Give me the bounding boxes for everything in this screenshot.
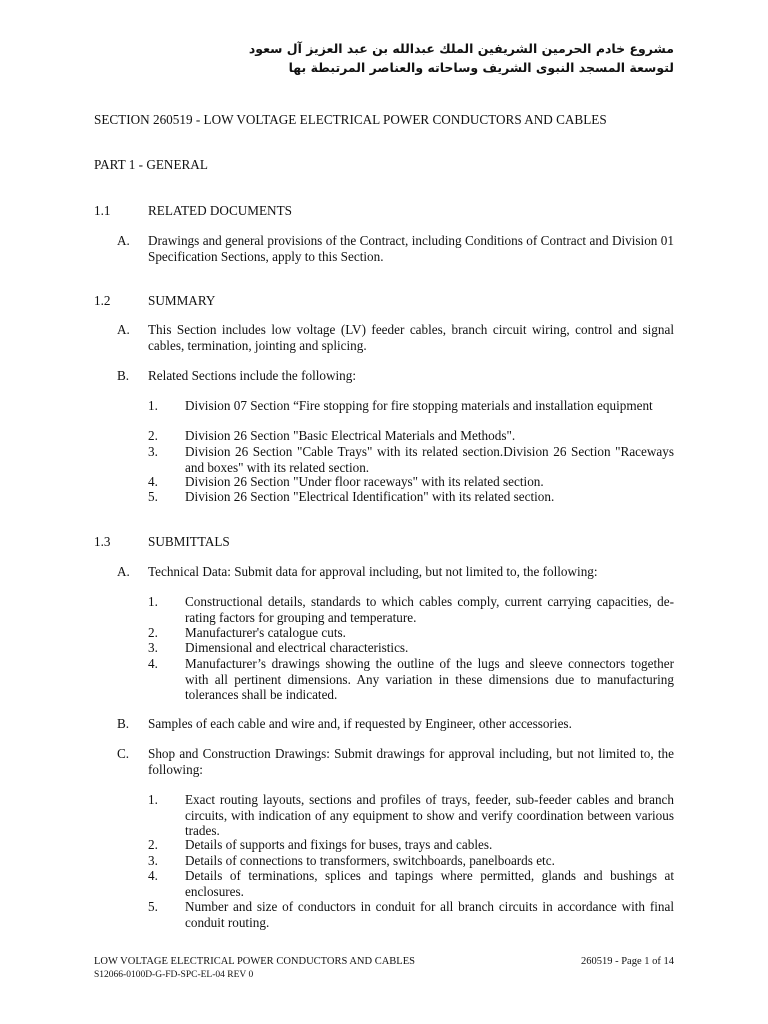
paragraph-text: This Section includes low voltage (LV) feeder cables, branch circuit wiring, control and signal cables, termination, jointing and splicing. — [148, 322, 674, 353]
list-number: 3. — [148, 444, 158, 459]
list-number: 3. — [148, 853, 158, 868]
list-number: 2. — [148, 625, 158, 640]
list-item-text: Manufacturer's catalogue cuts. — [185, 625, 346, 640]
paragraph-text: Technical Data: Submit data for approval including, but not limited to, the following: — [148, 564, 598, 579]
list-item-text: Manufacturer’s drawings showing the outline of the lugs and sleeve connectors together with all pertinent dimensions. Any variation in these dimensions due to manufacturing tolerances shall be indicated. — [185, 656, 674, 702]
list-number: 5. — [148, 899, 158, 914]
article-title: SUMMARY — [148, 293, 216, 308]
list-number: 1. — [148, 594, 158, 609]
list-item-text: Division 26 Section "Under floor raceways" with its related section. — [185, 474, 544, 489]
article-number: 1.3 — [94, 534, 111, 549]
footer-title: LOW VOLTAGE ELECTRICAL POWER CONDUCTORS AND CABLES — [94, 956, 415, 967]
article-title: RELATED DOCUMENTS — [148, 203, 292, 218]
part-title: PART 1 - GENERAL — [94, 157, 208, 172]
article-number: 1.1 — [94, 203, 111, 218]
paragraph-label: B. — [117, 368, 130, 383]
list-item-text: Division 26 Section "Electrical Identification" with its related section. — [185, 489, 555, 504]
paragraph-text: Shop and Construction Drawings: Submit drawings for approval including, but not limited to, the following: — [148, 746, 674, 777]
footer-document-code: S12066-0100D-G-FD-SPC-EL-04 REV 0 — [94, 970, 254, 980]
paragraph-label: C. — [117, 746, 130, 761]
article-title: SUBMITTALS — [148, 534, 230, 549]
arabic-header-line-2: لتوسعة المسجد النبوى الشريف وساحاته والعناصر المرتبطة بها — [288, 60, 674, 75]
list-number: 1. — [148, 792, 158, 807]
paragraph-label: A. — [117, 322, 130, 337]
list-item-text: Dimensional and electrical characteristics. — [185, 640, 409, 655]
paragraph-text: Samples of each cable and wire and, if requested by Engineer, other accessories. — [148, 716, 572, 731]
list-item-text: Exact routing layouts, sections and profiles of trays, feeder, sub-feeder cables and branch circuits, with indication of any equipment to show and verify coordination between various trades. — [185, 792, 674, 838]
article-number: 1.2 — [94, 293, 111, 308]
paragraph-label: A. — [117, 233, 130, 248]
paragraph-label: A. — [117, 564, 130, 579]
list-number: 5. — [148, 489, 158, 504]
list-item-text: Division 26 Section "Basic Electrical Materials and Methods". — [185, 428, 516, 443]
list-item-text: Number and size of conductors in conduit for all branch circuits in accordance with final conduit routing. — [185, 899, 674, 930]
list-number: 3. — [148, 640, 158, 655]
list-number: 4. — [148, 474, 158, 489]
list-item-text: Details of supports and fixings for buses, trays and cables. — [185, 837, 493, 852]
list-number: 4. — [148, 868, 158, 883]
list-number: 2. — [148, 428, 158, 443]
arabic-header-line-1: مشروع خادم الحرمين الشريفين الملك عبدالله بن عبد العزيز آل سعود — [248, 41, 674, 56]
list-item-text: Constructional details, standards to which cables comply, current carrying capacities, de-rating factors for grouping and temperature. — [185, 594, 674, 625]
paragraph-label: B. — [117, 716, 130, 731]
footer-page-number: 260519 - Page 1 of 14 — [580, 956, 674, 967]
paragraph-text: Drawings and general provisions of the Contract, including Conditions of Contract and Division 01 Specification Sections, apply to this Section. — [148, 233, 674, 264]
list-item-text: Division 07 Section “Fire stopping for fire stopping materials and installation equipment — [185, 398, 653, 413]
paragraph-text: Related Sections include the following: — [148, 368, 357, 383]
list-item-text: Details of connections to transformers, switchboards, panelboards etc. — [185, 853, 555, 868]
list-number: 1. — [148, 398, 158, 413]
list-item-text: Division 26 Section "Cable Trays" with its related section.Division 26 Section "Raceways and boxes" with its related section. — [185, 444, 674, 475]
section-title: SECTION 260519 - LOW VOLTAGE ELECTRICAL POWER CONDUCTORS AND CABLES — [94, 112, 607, 127]
list-number: 2. — [148, 837, 158, 852]
list-item-text: Details of terminations, splices and tapings where permitted, glands and bushings at enclosures. — [185, 868, 674, 899]
list-number: 4. — [148, 656, 158, 671]
